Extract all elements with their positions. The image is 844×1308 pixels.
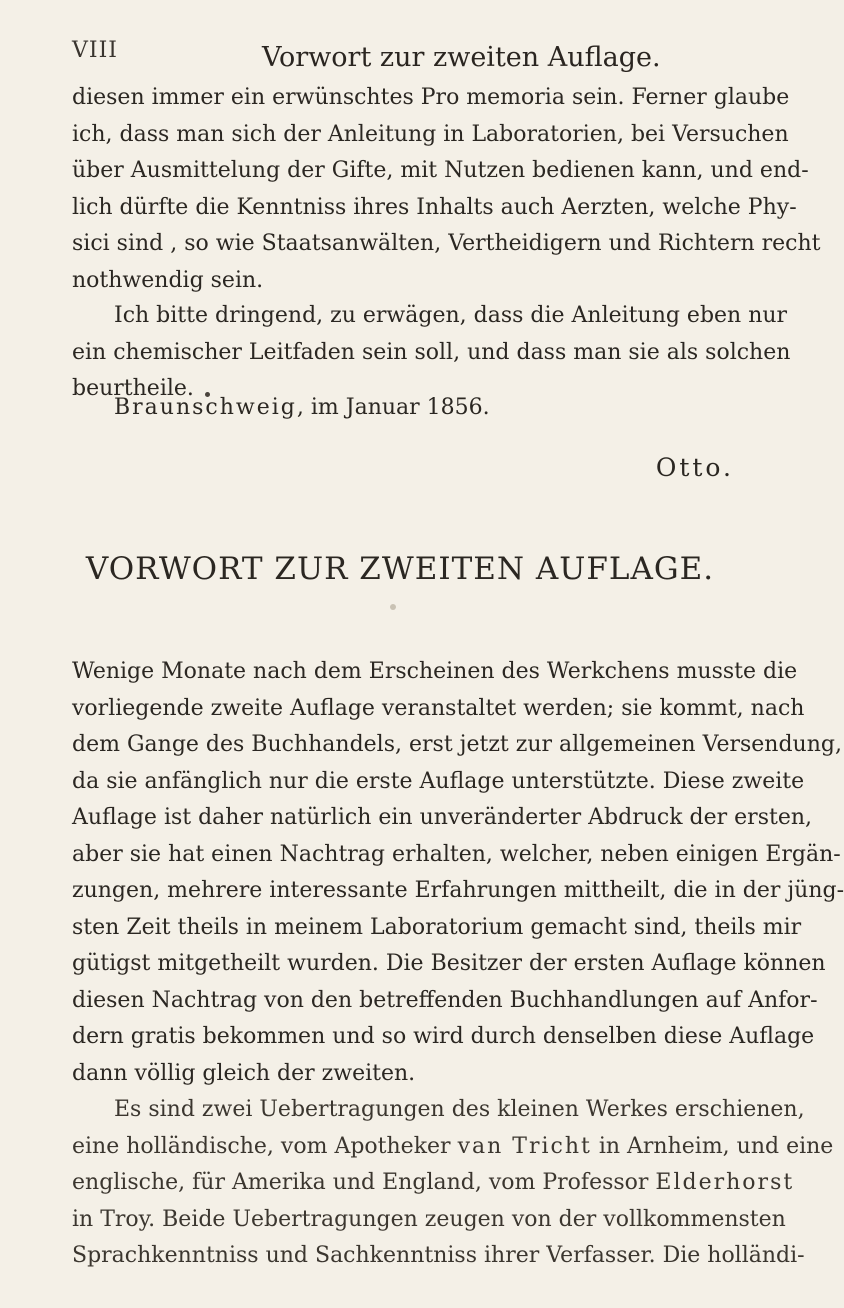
text-line: ich, dass man sich der Anleitung in Laboratorien, bei Versuchen xyxy=(72,121,789,147)
text-segment: in Arnheim, und eine xyxy=(591,1133,834,1159)
text-line: dann völlig gleich der zweiten. xyxy=(72,1060,416,1086)
text-line: diesen Nachtrag von den betreffenden Buchhandlungen auf Anfor- xyxy=(72,987,818,1013)
text-line: nothwendig sein. xyxy=(72,267,264,293)
text-line: Es sind zwei Uebertragungen des kleinen Werkes erschienen, xyxy=(114,1097,805,1122)
text-line: ein chemischer Leitfaden sein soll, und dass man sie als solchen xyxy=(72,339,791,365)
text-line: dern gratis bekommen und so wird durch denselben diese Auflage xyxy=(72,1024,815,1049)
text-line: Ich bitte dringend, zu erwägen, dass die Anleitung eben nur xyxy=(114,303,788,328)
text-line: lich dürfte die Kenntniss ihres Inhalts auch Aerzten, welche Phy- xyxy=(72,194,797,220)
section-heading: VORWORT ZUR ZWEITEN AUFLAGE. xyxy=(85,551,715,587)
text-line: dem Gange des Buchhandels, erst jetzt zur allgemeinen Versendung, xyxy=(72,732,842,757)
text-line: da sie anfänglich nur die erste Auflage unterstützte. Diese zweite xyxy=(72,768,805,794)
text-line: über Ausmittelung der Gifte, mit Nutzen bedienen kann, und end- xyxy=(72,158,809,183)
text-line: gütigst mitgetheilt wurden. Die Besitzer der ersten Auflage können xyxy=(72,951,826,976)
text-line: Auflage ist daher natürlich ein unveränderter Abdruck der ersten, xyxy=(72,805,813,830)
fourth-paragraph xyxy=(72,1092,834,1275)
third-paragraph xyxy=(72,654,844,1092)
text-line: beurtheile. xyxy=(72,376,194,401)
text-line xyxy=(72,1129,834,1166)
text-line: sici sind , so wie Staatsanwälten, Vertheidigern und Richtern recht xyxy=(72,231,821,256)
text-line: sten Zeit theils in meinem Laboratorium gemacht sind, theils mir xyxy=(72,914,802,940)
text-line xyxy=(72,1165,795,1202)
person-name: Elderhorst xyxy=(655,1170,795,1195)
page-number: VIII xyxy=(72,38,118,63)
text-line: diesen immer ein erwünschtes Pro memoria sein. Ferner glaube xyxy=(72,85,790,110)
text-line: zungen, mehrere interessante Erfahrungen mittheilt, die in der jüng- xyxy=(72,878,844,903)
text-line: Sprachkenntniss und Sachkenntniss ihrer Verfasser. Die holländi- xyxy=(72,1243,805,1268)
text-line: vorliegende zweite Auflage veranstaltet werden; sie kommt, nach xyxy=(72,695,805,721)
text-segment: eine holländische, vom Apotheker xyxy=(72,1133,458,1159)
text-line: aber sie hat einen Nachtrag erhalten, welcher, neben einigen Ergän- xyxy=(72,841,841,867)
signature: Otto. xyxy=(655,453,734,482)
text-segment: englische, für Amerika und England, vom Professor xyxy=(72,1170,656,1195)
text-line: Wenige Monate nach dem Erscheinen des Werkchens musste die xyxy=(72,659,798,684)
running-title: Vorwort zur zweiten Auflage. xyxy=(262,42,661,73)
text-line xyxy=(72,390,768,427)
ornament-dot xyxy=(390,604,396,610)
date-text: , im Januar 1856. xyxy=(296,395,490,420)
text-line: in Troy. Beide Uebertragungen zeugen von der vollkommensten xyxy=(72,1206,786,1232)
person-name: van Tricht xyxy=(457,1133,592,1159)
first-paragraph xyxy=(72,80,821,299)
place-name: Braunschweig xyxy=(114,395,297,420)
date-line xyxy=(72,390,768,427)
running-head xyxy=(72,38,772,78)
